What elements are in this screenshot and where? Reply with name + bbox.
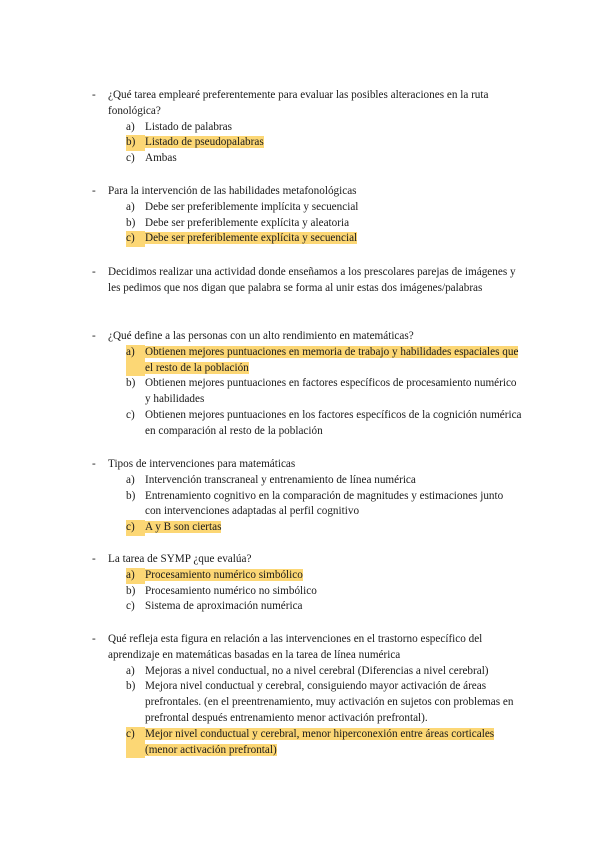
bullet-dash: -	[92, 458, 96, 470]
option-letter: a)	[126, 568, 145, 584]
option-c	[126, 520, 522, 536]
option-letter: a)	[126, 664, 135, 677]
option-c	[126, 151, 522, 167]
option-a	[126, 345, 522, 377]
option-text: Intervención transcraneal y entrenamiento de línea numérica	[145, 473, 416, 486]
question-text: La tarea de SYMP ¿que evalúa?	[108, 553, 252, 565]
option-letter: b)	[126, 377, 136, 390]
bullet-dash: -	[92, 185, 96, 197]
option-text: Obtienen mejores puntuaciones en factores específicos de procesamiento numérico y habilidades	[145, 377, 517, 406]
bullet-dash: -	[92, 89, 96, 101]
option-letter: c)	[126, 520, 145, 536]
options-list	[126, 120, 522, 167]
question-1	[92, 88, 522, 167]
question-text: Para la intervención de las habilidades metafonológicas	[108, 185, 357, 197]
options-list	[126, 664, 524, 759]
bullet-dash: -	[92, 266, 96, 278]
option-a	[126, 200, 522, 216]
question-text: Qué refleja esta figura en relación a las intervenciones en el trastorno específico del aprendizaje en matemáticas basadas en la tarea de línea numérica	[108, 633, 483, 661]
option-c	[126, 231, 522, 247]
option-text-highlighted: Obtienen mejores puntuaciones en memoria de trabajo y habilidades espaciales que el resto de la población	[145, 345, 519, 374]
option-text: Listado de palabras	[145, 120, 232, 133]
question-7	[92, 632, 524, 758]
option-text: Mejoras a nivel conductual, no a nivel cerebral (Diferencias a nivel cerebral)	[145, 664, 489, 677]
options-list	[126, 473, 522, 536]
option-c	[126, 408, 522, 440]
option-letter: a)	[126, 473, 135, 486]
option-letter: a)	[126, 200, 135, 213]
option-letter: b)	[126, 216, 136, 229]
option-c	[126, 599, 522, 615]
options-list	[126, 200, 522, 247]
option-letter: b)	[126, 584, 136, 597]
bullet-dash: -	[92, 330, 96, 342]
option-text-highlighted: Procesamiento numérico simbólico	[145, 568, 303, 581]
option-letter: b)	[126, 489, 136, 502]
option-text-highlighted: Listado de pseudopalabras	[145, 136, 264, 149]
option-letter: a)	[126, 345, 145, 377]
question-5	[92, 457, 522, 536]
question-6	[92, 552, 522, 615]
option-letter: b)	[126, 680, 136, 693]
option-c	[126, 727, 524, 759]
option-b	[126, 376, 522, 408]
option-text: Ambas	[145, 152, 177, 165]
option-letter: c)	[126, 231, 145, 247]
option-b	[126, 584, 522, 600]
option-text: Debe ser preferiblemente implícita y secuencial	[145, 200, 359, 213]
question-4	[92, 329, 522, 440]
question-3	[92, 265, 522, 297]
option-text: Sistema de aproximación numérica	[145, 600, 303, 613]
option-text: Entrenamiento cognitivo en la comparación de magnitudes y estimaciones junto con intervenciones adaptadas al perfil cognitivo	[145, 489, 504, 518]
option-letter: a)	[126, 120, 135, 133]
option-a	[126, 120, 522, 136]
option-letter: c)	[126, 152, 135, 165]
options-list	[126, 345, 522, 440]
option-letter: c)	[126, 600, 135, 613]
option-b	[126, 489, 522, 521]
option-text-highlighted: Mejor nivel conductual y cerebral, menor hiperconexión entre áreas corticales (menor activación prefrontal)	[145, 727, 495, 756]
option-b	[126, 216, 522, 232]
option-text: Mejora nivel conductual y cerebral, consiguiendo mayor activación de áreas prefrontales. (en el preentrenamiento, muy activación en sujetos con problemas en prefrontal después entrenamiento menor activación prefrontal).	[145, 680, 514, 724]
option-a	[126, 664, 524, 680]
question-text: ¿Qué define a las personas con un alto rendimiento en matemáticas?	[108, 330, 414, 342]
option-text-highlighted: A y B son ciertas	[145, 521, 222, 534]
question-text: ¿Qué tarea emplearé preferentemente para evaluar las posibles alteraciones en la ruta fonológica?	[108, 89, 489, 117]
option-b	[126, 135, 522, 151]
option-text: Debe ser preferiblemente explícita y aleatoria	[145, 216, 350, 229]
option-letter: c)	[126, 727, 145, 759]
option-text-highlighted: Debe ser preferiblemente explícita y secuencial	[145, 232, 358, 245]
option-text: Obtienen mejores puntuaciones en los factores específicos de la cognición numérica en comparación al resto de la población	[145, 408, 522, 437]
bullet-dash: -	[92, 633, 96, 645]
option-b	[126, 679, 524, 726]
options-list	[126, 568, 522, 615]
option-letter: b)	[126, 135, 145, 151]
question-2	[92, 184, 522, 247]
option-letter: c)	[126, 408, 135, 421]
bullet-dash: -	[92, 553, 96, 565]
option-text: Procesamiento numérico no simbólico	[145, 584, 317, 597]
question-text: Decidimos realizar una actividad donde enseñamos a los prescolares parejas de imágenes y les pedimos que nos digan que palabra se forma al unir estas dos imágenes/palabras	[108, 266, 516, 294]
question-text: Tipos de intervenciones para matemáticas	[108, 458, 296, 470]
option-a	[126, 473, 522, 489]
option-a	[126, 568, 522, 584]
